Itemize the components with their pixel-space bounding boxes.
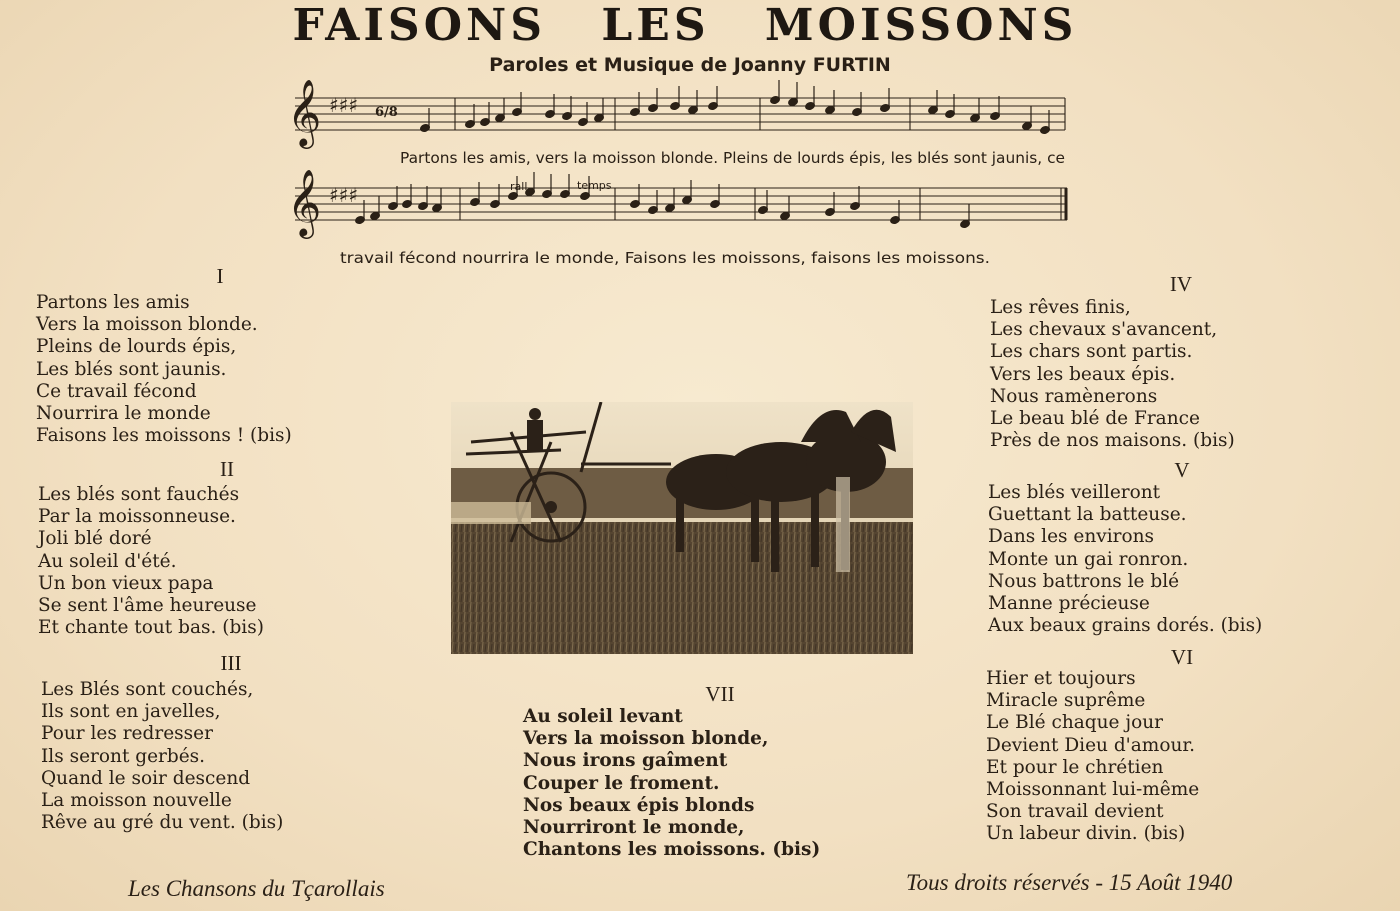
stanza-3: Les Blés sont couchés, Ils sont en javelles, Pour les redresser Ils seront gerbés. Quand le soir descend La moisson nouvelle Rêve au gré du vent. (bis) (41, 679, 284, 834)
stanza-1-number: I (216, 264, 224, 288)
stanza-6-number: VI (1170, 645, 1194, 669)
svg-text:♯♯♯: ♯♯♯ (329, 183, 359, 207)
stanza-3-number: III (220, 651, 242, 675)
stanza-7-number: VII (705, 682, 735, 706)
stanza-5-number: V (1174, 458, 1190, 482)
svg-text:♯♯♯: ♯♯♯ (329, 93, 359, 117)
stanza-4-number: IV (1169, 272, 1193, 296)
harvest-photo (451, 402, 913, 654)
stanza-2: Les blés sont fauchés Par la moissonneuse. Joli blé doré Au soleil d'été. Un bon vieux papa Se sent l'âme heureuse Et chante tout bas. (bis) (38, 484, 264, 639)
song-credits: Paroles et Musique de Joanny FURTIN (489, 54, 891, 76)
time-signature: 6/8 (375, 105, 398, 120)
rall-marking: rall. (510, 180, 531, 193)
treble-clef-icon: 𝄞 (287, 168, 322, 236)
treble-clef-icon: 𝄞 (287, 78, 322, 146)
stanza-5: Les blés veilleront Guettant la batteuse. Dans les environs Monte un gai ronron. Nous battrons le blé Manne précieuse Aux beaux grains dorés. (bis) (988, 482, 1263, 637)
publisher-series: Les Chansons du Tçarollais (128, 876, 385, 901)
stanza-4: Les rêves finis, Les chevaux s'avancent, Les chars sont partis. Vers les beaux épis. Nous ramènerons Le beau blé de France Près de nos maisons. (bis) (990, 297, 1235, 452)
stanza-1: Partons les amis Vers la moisson blonde. Pleins de lourds épis, Les blés sont jaunis. Ce travail fécond Nourrira le monde Faisons les moissons ! (bis) (36, 292, 292, 447)
stanza-6: Hier et toujours Miracle suprême Le Blé chaque jour Devient Dieu d'amour. Et pour le chrétien Moissonnant lui-même Son travail devient Un labeur divin. (bis) (986, 668, 1200, 845)
rights-notice: Tous droits réservés - 15 Août 1940 (906, 870, 1233, 895)
tempo-marking: temps (577, 179, 612, 192)
sheet-music (285, 78, 1075, 278)
stanza-2-number: II (220, 457, 234, 481)
song-title: FAISONS LES MOISSONS (292, 0, 1078, 51)
stanza-7: Au soleil levant Vers la moisson blonde, Nous irons gaîment Couper le froment. Nos beaux épis blonds Nourriront le monde, Chantons les moissons. (bis) (523, 706, 821, 861)
score-lyrics-line2: travail fécond nourrira le monde, Faisons les moissons, faisons les moissons. (340, 249, 990, 267)
score-lyrics-line1: Partons les amis, vers la moisson blonde. Pleins de lourds épis, les blés sont jaunis, ce (400, 149, 1065, 167)
